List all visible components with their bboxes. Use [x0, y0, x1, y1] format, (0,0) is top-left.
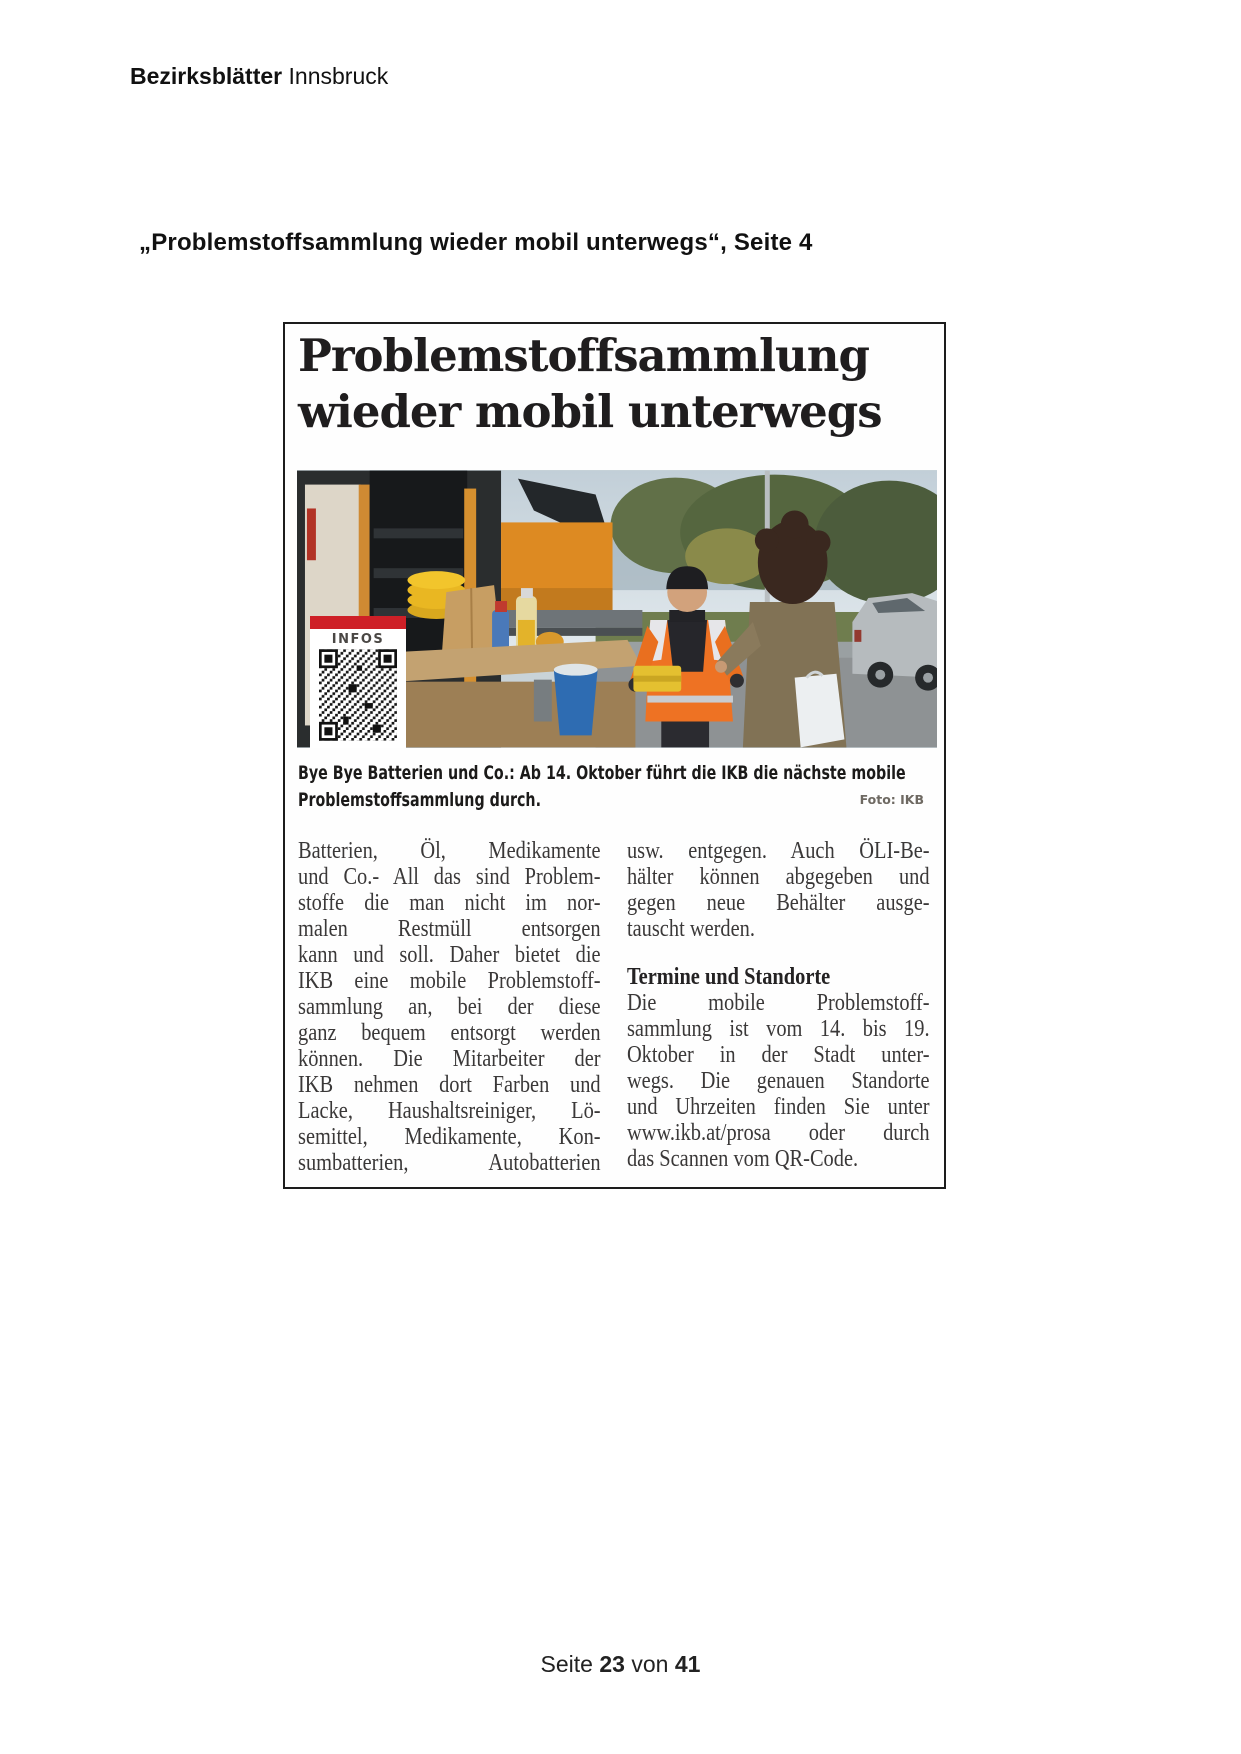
- text-line: Oktober in der Stadt unter-: [626, 1042, 930, 1068]
- text-line: und Co.- All das sind Problem-: [298, 864, 601, 890]
- text-line: stoffe die man nicht im nor-: [298, 890, 601, 916]
- qr-red-banner: [310, 616, 406, 629]
- text-line: sammlung ist vom 14. bis 19.: [626, 1016, 930, 1042]
- qr-info-card: [310, 616, 406, 748]
- news-clipping: [283, 322, 946, 1189]
- text-line: www.ikb.at/prosa oder durch: [626, 1120, 930, 1146]
- text-line: sumbatterien, Autobatterien: [298, 1150, 601, 1176]
- article-headline: [298, 328, 882, 440]
- page-header: [130, 62, 388, 90]
- footer-word-seite: Seite: [540, 1651, 593, 1677]
- text-line: kann und soll. Daher bietet die: [298, 942, 601, 968]
- text-line: Batterien, Öl, Medikamente: [298, 838, 601, 864]
- text-line: wegs. Die genauen Standorte: [626, 1068, 930, 1094]
- text-line: malen Restmüll entsorgen: [298, 916, 601, 942]
- text-line: gegen neue Behälter ausge-: [626, 890, 930, 916]
- photo-caption: [298, 760, 930, 814]
- publication-name: Bezirksblätter: [130, 63, 283, 89]
- text-line: Die mobile Problemstoff-: [626, 990, 930, 1016]
- footer-page-number: 23: [599, 1651, 625, 1677]
- publication-edition: Innsbruck: [288, 63, 389, 89]
- text-line: und Uhrzeiten finden Sie unter: [626, 1094, 930, 1120]
- right-column-paragraph-1: [627, 838, 930, 942]
- qr-infos-label: INFOS: [331, 632, 385, 647]
- article-body: [298, 838, 930, 1176]
- text-line: sammlung an, bei der diese: [298, 994, 601, 1020]
- right-column-paragraph-2: [627, 990, 930, 1172]
- text-line: Bye Bye Batterien und Co.: Ab 14. Oktober führt die IKB die nächste mobile: [298, 762, 906, 784]
- article-headline-line1: Problemstoffsammlung: [298, 329, 869, 382]
- article-photo: [297, 470, 937, 748]
- qr-code-icon: [319, 649, 397, 741]
- text-line: IKB eine mobile Problemstoff-: [298, 968, 601, 994]
- page-footer: [0, 1651, 1241, 1678]
- article-left-column: [298, 838, 601, 1176]
- text-line: tauscht werden.: [626, 916, 755, 942]
- footer-total-pages: 41: [674, 1651, 701, 1677]
- section-heading: Termine und Standorte: [626, 964, 831, 990]
- text-line: ganz bequem entsorgt werden: [298, 1020, 601, 1046]
- footer-word-von: von: [631, 1651, 669, 1677]
- article-right-column: [627, 838, 930, 1176]
- text-line: IKB nehmen dort Farben und: [298, 1072, 601, 1098]
- blue-bucket: [554, 664, 598, 736]
- photo-credit: Foto: IKB: [859, 792, 924, 807]
- text-line: das Scannen vom QR-Code.: [626, 1146, 859, 1172]
- document-title: „Problemstoffsammlung wieder mobil unterwegs“, Seite 4: [139, 229, 813, 256]
- text-line: hälter können abgegeben und: [626, 864, 930, 890]
- article-headline-line2: wieder mobil unterwegs: [298, 385, 882, 438]
- text-line: können. Die Mitarbeiter der: [298, 1046, 601, 1072]
- text-line: semittel, Medikamente, Kon-: [298, 1124, 601, 1150]
- text-line: Problemstoffsammlung durch.: [298, 789, 541, 811]
- text-line: Lacke, Haushaltsreiniger, Lö-: [298, 1098, 601, 1124]
- text-line: usw. entgegen. Auch ÖLI-Be-: [626, 838, 930, 864]
